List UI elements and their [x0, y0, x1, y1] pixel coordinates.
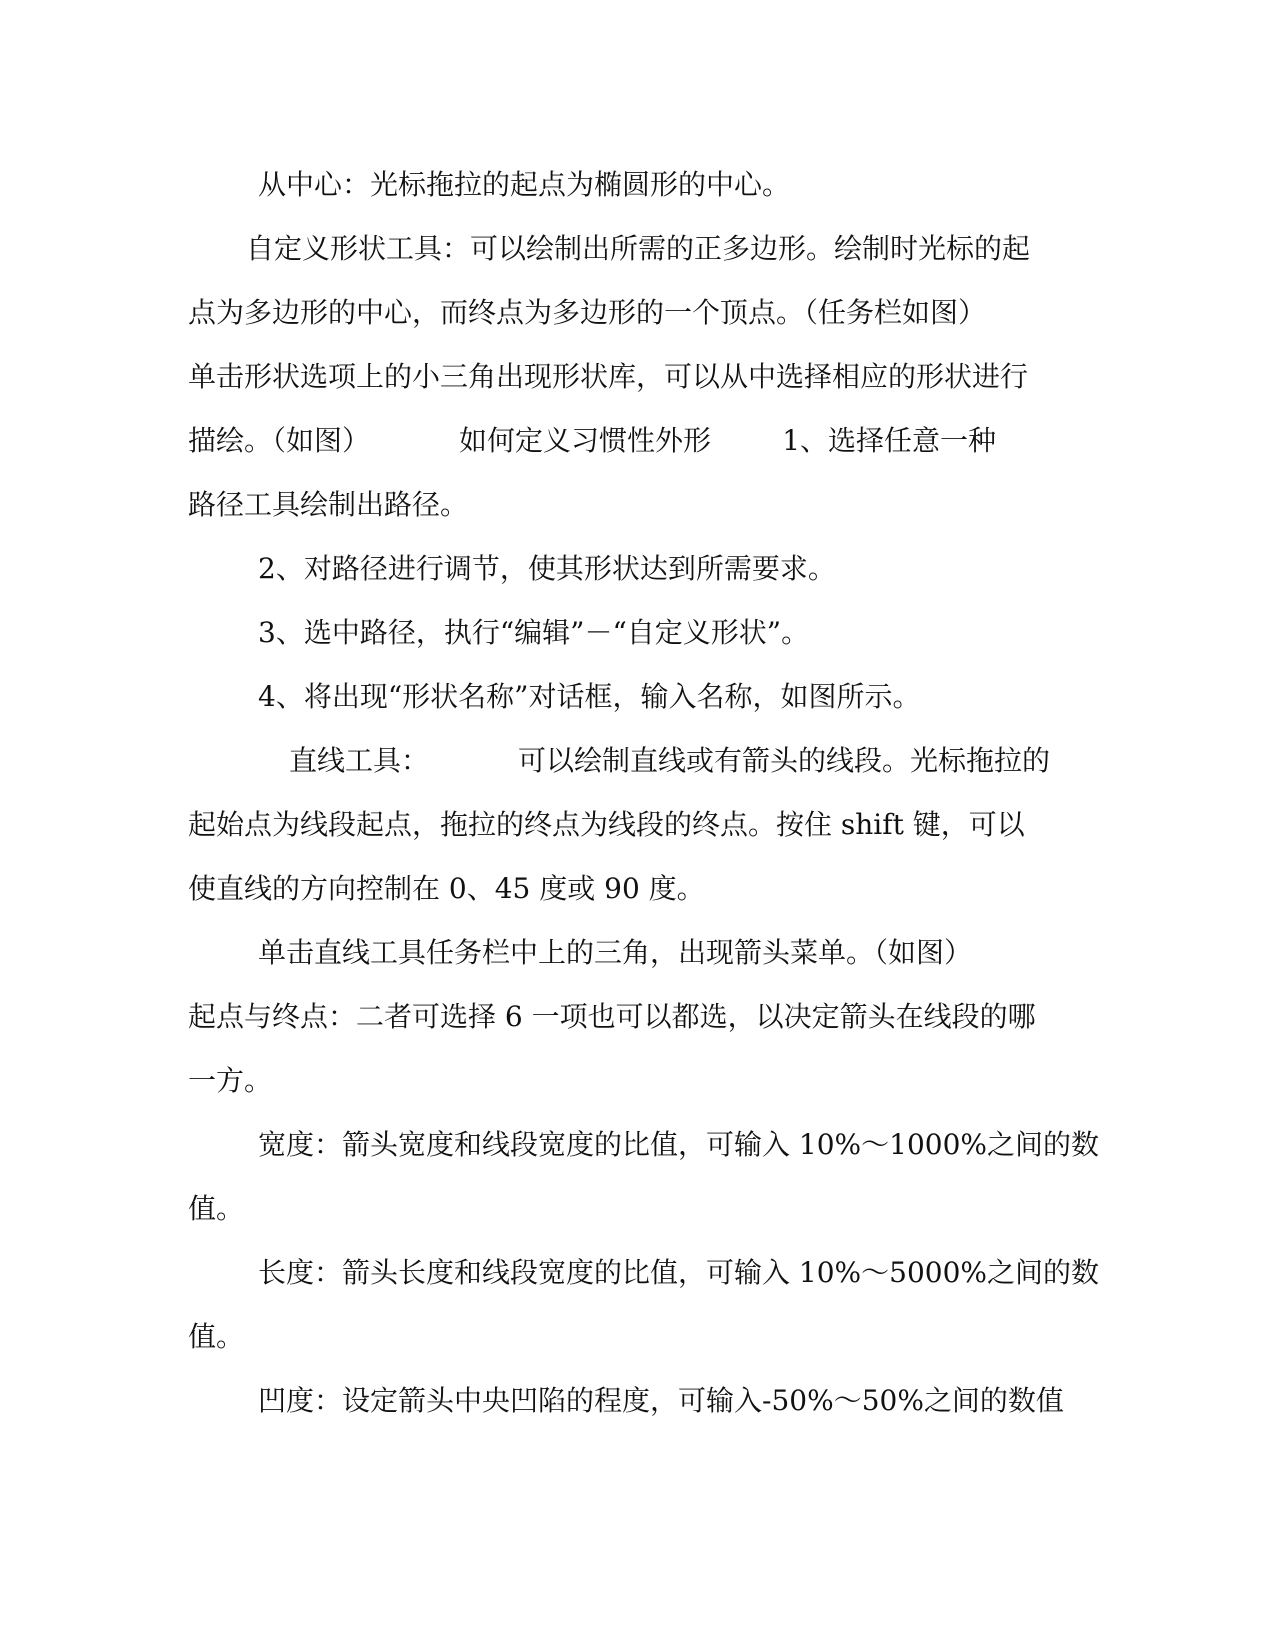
paragraph-line: 单击形状选项上的小三角出现形状库，可以从中选择相应的形状进行 [188, 360, 1029, 393]
paragraph-line: 4、将出现“形状名称”对话框，输入名称，如图所示。 [258, 680, 921, 713]
paragraph-line: 2、对路径进行调节，使其形状达到所需要求。 [258, 552, 836, 585]
paragraph-line: 单击直线工具任务栏中上的三角，出现箭头菜单。（如图） [258, 936, 973, 969]
paragraph-line: 值。 [188, 1192, 245, 1225]
paragraph-line: 路径工具绘制出路径。 [188, 488, 469, 521]
paragraph-line: 描绘。（如图） 如何定义习惯性外形 1、选择任意一种 [188, 424, 997, 457]
paragraph-line: 凹度：设定箭头中央凹陷的程度，可输入-50%～50%之间的数值 [258, 1384, 1064, 1417]
paragraph-line: 一方。 [188, 1064, 273, 1097]
paragraph-line: 起点与终点：二者可选择 6 一项也可以都选，以决定箭头在线段的哪 [188, 1000, 1036, 1033]
paragraph-line: 长度：箭头长度和线段宽度的比值，可输入 10%～5000%之间的数 [258, 1256, 1100, 1289]
paragraph-line: 点为多边形的中心，而终点为多边形的一个顶点。（任务栏如图） [188, 296, 987, 329]
paragraph-line: 自定义形状工具：可以绘制出所需的正多边形。绘制时光标的起 [246, 232, 1031, 265]
paragraph-line: 直线工具： 可以绘制直线或有箭头的线段。光标拖拉的 [289, 744, 1051, 777]
paragraph-line: 使直线的方向控制在 0、45 度或 90 度。 [188, 872, 705, 905]
paragraph-line: 值。 [188, 1320, 245, 1353]
paragraph-line: 从中心：光标拖拉的起点为椭圆形的中心。 [258, 168, 791, 201]
paragraph-line: 3、选中路径，执行“编辑”－“自定义形状”。 [258, 616, 810, 649]
paragraph-line: 宽度：箭头宽度和线段宽度的比值，可输入 10%～1000%之间的数 [258, 1128, 1100, 1161]
paragraph-line: 起始点为线段起点，拖拉的终点为线段的终点。按住 shift 键，可以 [188, 808, 1025, 841]
